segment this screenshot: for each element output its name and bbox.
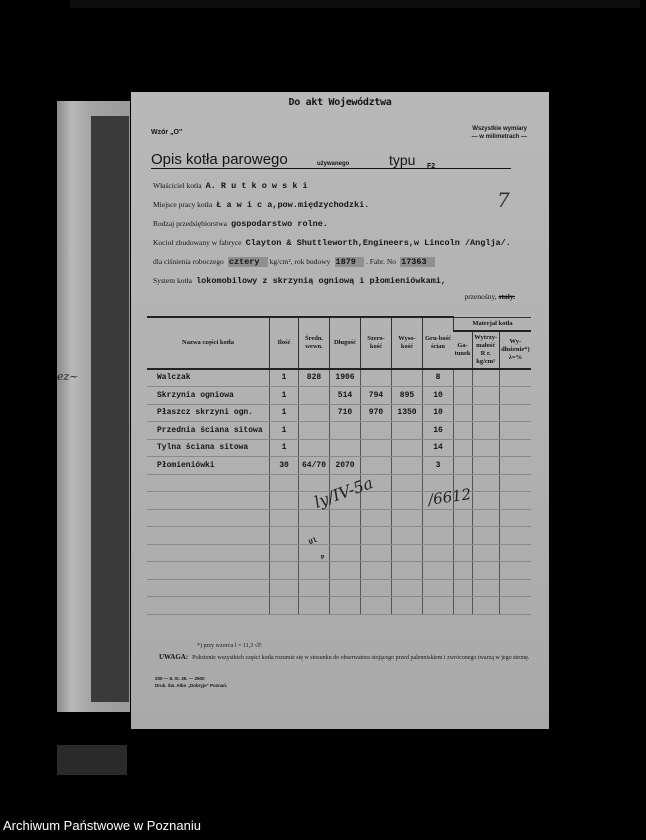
cell-empty (147, 579, 270, 597)
cell-thickness: 10 (423, 387, 454, 405)
cell-empty (472, 492, 499, 510)
cell-diam: 64/70 (299, 457, 330, 475)
cell-empty (299, 597, 330, 615)
col-width: Szero-kość (361, 317, 392, 369)
fabr-no-label: . Fabr. No (366, 257, 396, 266)
table-row-empty (147, 562, 531, 580)
cell-empty (147, 509, 270, 527)
cell-material (472, 439, 499, 457)
cell-qty: 1 (270, 422, 299, 440)
cell-name: Tylna ściana sitowa (147, 439, 270, 457)
cell-empty (499, 562, 531, 580)
cell-empty (423, 597, 454, 615)
cell-empty (472, 509, 499, 527)
pressure-unit: kg/cm², rok budowy (269, 257, 331, 266)
cell-length: 710 (330, 404, 361, 422)
note-text: Położenie wszystkich części kotła rozumie się w stosunku do obserwatora stojącego przed palenniskiem i zwróconego twarzą w jego stronę. (192, 655, 530, 661)
cell-thickness: 8 (423, 369, 454, 387)
cell-material (454, 387, 473, 405)
cell-empty (454, 597, 473, 615)
cell-name: Walczak (147, 369, 270, 387)
cell-material (499, 457, 531, 475)
cell-empty (472, 579, 499, 597)
cell-empty (270, 474, 299, 492)
cell-empty (270, 597, 299, 615)
cell-length (330, 422, 361, 440)
cell-empty (392, 474, 423, 492)
mobility-struck: stały. (498, 292, 515, 301)
cell-width (361, 439, 392, 457)
cell-empty (270, 527, 299, 545)
cell-empty (361, 509, 392, 527)
cell-empty (361, 544, 392, 562)
cell-diam: 828 (299, 369, 330, 387)
cell-diam (299, 404, 330, 422)
system-label: System kotła (153, 276, 192, 285)
title-qualifier: używanego (317, 161, 350, 167)
col-length: Długość (330, 317, 361, 369)
field-system (153, 276, 446, 286)
cell-height: 895 (392, 387, 423, 405)
cell-length: 514 (330, 387, 361, 405)
cell-qty: 1 (270, 369, 299, 387)
cell-empty (392, 509, 423, 527)
cell-empty (499, 544, 531, 562)
cell-material (499, 369, 531, 387)
cell-empty (423, 527, 454, 545)
location-label: Miejsce pracy kotła (153, 200, 213, 209)
cell-diam (299, 422, 330, 440)
handwritten-reference-number: /6612 (426, 485, 473, 509)
cell-empty (147, 492, 270, 510)
note-label: UWAGA: (159, 653, 189, 661)
cell-qty: 1 (270, 387, 299, 405)
print-info-line1: 200 — 8. IX. 35. — 2500 (155, 676, 205, 681)
cell-empty (330, 544, 361, 562)
cell-empty (330, 562, 361, 580)
manufacturer-label: Kocioł zbudowany w fabryce (153, 238, 242, 247)
cell-empty (472, 562, 499, 580)
stamp-p: P (320, 553, 326, 562)
cell-empty (499, 579, 531, 597)
form-label: Wzór „O" (151, 129, 183, 136)
col-qty: Ilość (270, 317, 299, 369)
enterprise-value: gospodarstwo rolne. (231, 219, 328, 229)
cell-width: 970 (361, 404, 392, 422)
cell-empty (270, 579, 299, 597)
cell-material (499, 404, 531, 422)
cell-thickness: 3 (423, 457, 454, 475)
file-stamp: Do akt Województwa (288, 97, 392, 108)
cell-qty: 30 (270, 457, 299, 475)
cell-height (392, 369, 423, 387)
cell-empty (147, 474, 270, 492)
cell-empty (270, 509, 299, 527)
year-value: 1879 (335, 257, 364, 267)
cell-empty (147, 597, 270, 615)
table-row (147, 404, 531, 422)
cell-height (392, 457, 423, 475)
field-owner (153, 181, 308, 191)
type-value: F2 (427, 163, 436, 170)
dimensions-note-line2: — w milimetrach — (471, 134, 527, 140)
cell-width (361, 369, 392, 387)
cell-name: Skrzynia ogniowa (147, 387, 270, 405)
cell-width: 794 (361, 387, 392, 405)
enterprise-label: Rodzaj przedsiębiorstwa (153, 219, 227, 228)
cell-material (472, 387, 499, 405)
cell-thickness: 10 (423, 404, 454, 422)
footnote: *) przy wzorcu l = 11,3 √F. (197, 643, 263, 649)
cell-empty (423, 509, 454, 527)
cell-empty (147, 527, 270, 545)
cell-empty (270, 562, 299, 580)
cell-empty (454, 544, 473, 562)
cell-width (361, 422, 392, 440)
type-label: typu (389, 152, 416, 168)
cell-empty (454, 579, 473, 597)
print-info (155, 675, 227, 689)
page-title: Opis kotła parowego (151, 151, 288, 168)
cell-empty (423, 544, 454, 562)
field-enterprise (153, 219, 328, 229)
cell-empty (499, 527, 531, 545)
cell-empty (361, 579, 392, 597)
dimensions-note-line1: Wszystkie wymiary (472, 126, 527, 132)
cell-material (472, 369, 499, 387)
col-elongation: Wy-dłużenie*) λ=% (499, 331, 531, 369)
archive-watermark: Archiwum Państwowe w Poznaniu (3, 818, 201, 833)
title-row (151, 150, 511, 169)
col-grade: Ga-tunek (454, 331, 473, 369)
cell-empty (392, 492, 423, 510)
handwritten-signature: ly/IV-5a (311, 473, 376, 512)
cell-empty (499, 492, 531, 510)
margin-handwriting: ez~ (57, 370, 79, 383)
col-thickness: Gru-bość ścian (423, 317, 454, 369)
cell-empty (392, 544, 423, 562)
cell-empty (472, 597, 499, 615)
cell-width (361, 457, 392, 475)
cell-empty (361, 527, 392, 545)
cell-material (454, 422, 473, 440)
col-material: Materjał kotła (454, 317, 532, 331)
cell-name: Przednia ściana sitowa (147, 422, 270, 440)
cell-empty (299, 562, 330, 580)
col-name: Nazwa części kotła (147, 317, 270, 369)
cell-material (472, 404, 499, 422)
pressure-label: dla ciśnienia roboczego (153, 257, 224, 266)
cell-empty (499, 509, 531, 527)
table-row (147, 387, 531, 405)
pressure-value: cztery (228, 257, 268, 267)
cell-empty (472, 527, 499, 545)
cell-empty (270, 492, 299, 510)
cell-length (330, 439, 361, 457)
table-row (147, 457, 531, 475)
cell-empty (472, 474, 499, 492)
cell-name: Płomieniówki (147, 457, 270, 475)
table-row (147, 422, 531, 440)
mobility-label: przenośny, (464, 292, 497, 301)
cell-empty (330, 579, 361, 597)
cell-empty (392, 562, 423, 580)
cell-material (472, 422, 499, 440)
cell-empty (423, 579, 454, 597)
col-height: Wyso-kość (392, 317, 423, 369)
adjacent-page-shadow (91, 116, 129, 702)
stamp-ul: Ul (307, 536, 319, 548)
cell-length: 1906 (330, 369, 361, 387)
cell-height (392, 439, 423, 457)
fabr-no-value: 17363 (400, 257, 435, 267)
cell-qty: 1 (270, 439, 299, 457)
cell-empty (392, 597, 423, 615)
cell-empty (361, 562, 392, 580)
cell-empty (499, 597, 531, 615)
cell-empty (392, 527, 423, 545)
cell-name: Płaszcz skrzyni ogn. (147, 404, 270, 422)
cell-thickness: 14 (423, 439, 454, 457)
cell-material (499, 439, 531, 457)
table-row-empty (147, 544, 531, 562)
cell-empty (454, 509, 473, 527)
table-row (147, 369, 531, 387)
cell-height (392, 422, 423, 440)
cell-empty (330, 509, 361, 527)
cell-material (454, 404, 473, 422)
system-value: lokomobilowy z skrzynią ogniową i płomieniówkami, (196, 276, 447, 286)
cell-empty (392, 579, 423, 597)
table-row-empty (147, 597, 531, 615)
cell-empty (330, 527, 361, 545)
table-row (147, 439, 531, 457)
cell-empty (454, 562, 473, 580)
mobility-field (464, 292, 515, 301)
adjacent-page-bottom (57, 745, 127, 775)
cell-diam (299, 387, 330, 405)
col-diam: Średn. wewn. (299, 317, 330, 369)
cell-empty (299, 579, 330, 597)
cell-empty (147, 544, 270, 562)
cell-empty (270, 544, 299, 562)
dimensions-note (472, 125, 527, 141)
cell-material (454, 369, 473, 387)
cell-material (472, 457, 499, 475)
cell-diam (299, 439, 330, 457)
owner-label: Właściciel kotła (153, 181, 202, 190)
boiler-description-form (131, 92, 549, 729)
manufacturer-value: Clayton & Shuttleworth,Engineers,w Lincoln /Anglja/. (245, 238, 511, 248)
parts-table-wrap (147, 316, 531, 615)
table-row-empty (147, 509, 531, 527)
cell-empty (454, 527, 473, 545)
location-value: Ł a w i c a,pow.międzychodzki. (216, 200, 370, 210)
note (159, 653, 539, 662)
field-pressure-year-fabr (153, 257, 435, 267)
cell-length: 2070 (330, 457, 361, 475)
owner-value: A. R u t k o w s k i (205, 181, 308, 191)
cell-material (499, 422, 531, 440)
cell-empty (361, 597, 392, 615)
handwritten-number: 7 (497, 188, 510, 212)
cell-empty (299, 509, 330, 527)
cell-material (454, 457, 473, 475)
cell-empty (423, 562, 454, 580)
cell-qty: 1 (270, 404, 299, 422)
table-row-empty (147, 527, 531, 545)
cell-empty (499, 474, 531, 492)
field-location (153, 200, 369, 210)
cell-height: 1350 (392, 404, 423, 422)
cell-empty (330, 597, 361, 615)
print-info-line2: Druk. Św. Albo „Dobryje" Poznań. (155, 683, 228, 688)
cell-material (454, 439, 473, 457)
table-row-empty (147, 579, 531, 597)
cell-empty (472, 544, 499, 562)
field-manufacturer (153, 238, 511, 248)
cell-empty (147, 562, 270, 580)
col-strength: Wytrzy-małość R r. kg/cm² (472, 331, 499, 369)
cell-thickness: 16 (423, 422, 454, 440)
scan-top-edge (70, 0, 640, 8)
cell-material (499, 387, 531, 405)
parts-table (147, 316, 531, 615)
